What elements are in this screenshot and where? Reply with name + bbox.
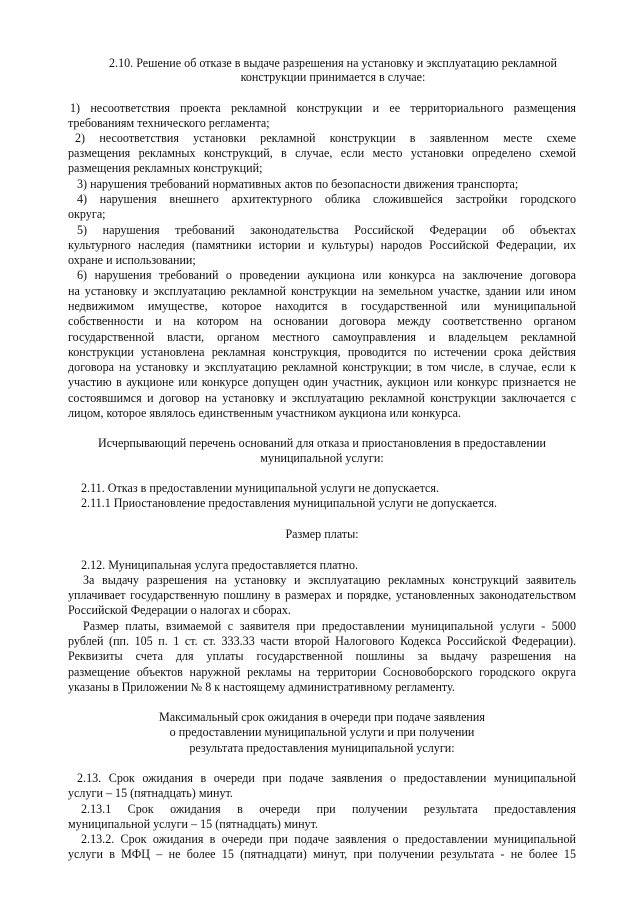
- waiting-heading-line-3: результата предоставления муниципальной услуги:: [189, 741, 455, 755]
- section-2-10-heading-line-2: конструкции принимается в случае:: [240, 70, 426, 84]
- waiting-heading-line-2: о предоставлении муниципальной услуги и при получении: [169, 725, 475, 739]
- item-6-line-7: договора на установку и эксплуатацию рекламной конструкции; в том числе, в случае, если к: [68, 360, 576, 374]
- item-6-line-1: 6) нарушения требований о проведении аукциона или конкурса на заключение договора: [77, 268, 576, 282]
- item-2-line-1: 2) несоответствия установки рекламной конструкции в заявленном месте схеме: [75, 131, 576, 145]
- item-2-line-3: размещения рекламных конструкций;: [68, 161, 263, 175]
- fee-para-2-line-5: указаны в Приложении № 8 к настоящему административному регламенту.: [68, 680, 455, 694]
- item-6-line-10: лицом, которое являлось единственным участником аукциона или конкурса.: [68, 406, 462, 420]
- paragraph-2-13-line-1: 2.13. Срок ожидания в очереди при подаче заявления о предоставлении муниципальной: [77, 771, 576, 785]
- item-6-line-8: участию в аукционе или конкурсе допущен один участник, аукцион или конкурс признается не: [68, 375, 576, 389]
- fee-heading: Размер платы:: [285, 527, 359, 541]
- item-6-line-3: недвижимом имуществе, которое находится в государственной или муниципальной: [68, 299, 576, 313]
- fee-para-2-line-4: размещение объектов наружной рекламы на территории Сосновоборского городского округа: [68, 665, 576, 679]
- item-5-line-1: 5) нарушения требований законодательства Российской Федерации об объектах: [77, 223, 576, 237]
- item-5-line-3: охране и использовании;: [68, 253, 196, 267]
- refusal-heading-line-2: муниципальной услуги:: [260, 451, 384, 465]
- waiting-heading-line-1: Максимальный срок ожидания в очереди при подаче заявления: [159, 710, 485, 724]
- item-3-line-1: 3) нарушения требований нормативных актов по безопасности движения транспорта;: [77, 177, 519, 191]
- paragraph-2-13-1-line-2: муниципальной услуги – 15 (пятнадцать) минут.: [68, 817, 318, 831]
- paragraph-2-11-1: 2.11.1 Приостановление предоставления муниципальной услуги не допускается.: [81, 496, 498, 510]
- fee-para-2-line-2: рублей (пп. 105 п. 1 ст. ст. 333.33 части второй Налогового Кодекса Российской Федерации).: [68, 634, 576, 648]
- item-4-line-1: 4) нарушения внешнего архитектурного облика сложившейся застройки городского: [77, 192, 576, 206]
- item-1-line-2: требованиям технического регламента;: [68, 116, 270, 130]
- fee-para-1-line-1: За выдачу разрешения на установку и эксплуатацию рекламных конструкций заявитель: [83, 573, 576, 587]
- refusal-heading-line-1: Исчерпывающий перечень оснований для отказа и приостановления в предоставлении: [98, 436, 546, 450]
- item-4-line-2: округа;: [68, 207, 106, 221]
- item-6-line-2: на установку и эксплуатацию рекламной конструкции на земельном участке, здании или ином: [68, 284, 576, 298]
- paragraph-2-13-1-line-1: 2.13.1 Срок ожидания в очереди при получении результата предоставления: [81, 802, 576, 816]
- item-6-line-6: конструкции установлена рекламная конструкция, проводится по истечении срока действия: [68, 345, 576, 359]
- item-6-line-4: собственности и на котором на основании договора между соответственно органом: [68, 314, 576, 328]
- section-2-10-heading-line-1: 2.10. Решение об отказе в выдаче разрешения на установку и эксплуатацию рекламной: [109, 56, 557, 70]
- paragraph-2-11: 2.11. Отказ в предоставлении муниципальной услуги не допускается.: [81, 481, 439, 495]
- item-1-line-1: 1) несоответствия проекта рекламной конструкции и ее территориального размещения: [70, 101, 576, 115]
- fee-para-2-line-1: Размер платы, взимаемой с заявителя при предоставлении муниципальной услуги - 5000: [83, 619, 576, 633]
- item-6-line-5: государственной власти, органом местного самоуправления и владельцем рекламной: [68, 330, 576, 344]
- paragraph-2-12: 2.12. Муниципальная услуга предоставляется платно.: [81, 558, 359, 572]
- item-6-line-9: состоявшимся и договор на установку и эксплуатацию рекламной конструкции заключается с: [68, 391, 576, 405]
- fee-para-2-line-3: Реквизиты счета для уплаты государственной пошлины за выдачу разрешения на: [68, 649, 576, 663]
- fee-para-1-line-2: уплачивает государственную пошлину в размерах и порядке, установленных законодательством: [68, 588, 576, 602]
- fee-para-1-line-3: Российской Федерации о налогах и сборах.: [68, 603, 291, 617]
- item-5-line-2: культурного наследия (памятники истории и культуры) народов Российской Федерации, их: [68, 238, 576, 252]
- paragraph-2-13-line-2: услуги – 15 (пятнадцать) минут.: [68, 786, 233, 800]
- paragraph-2-13-2-line-2: услуги в МФЦ – не более 15 (пятнадцати) минут, при получении результата - не более 15: [68, 847, 576, 861]
- paragraph-2-13-2-line-1: 2.13.2. Срок ожидания в очереди при подаче заявления о предоставлении муниципальной: [81, 832, 576, 846]
- item-2-line-2: размещения рекламных конструкций, в случае, если место установки определено схемой: [68, 146, 576, 160]
